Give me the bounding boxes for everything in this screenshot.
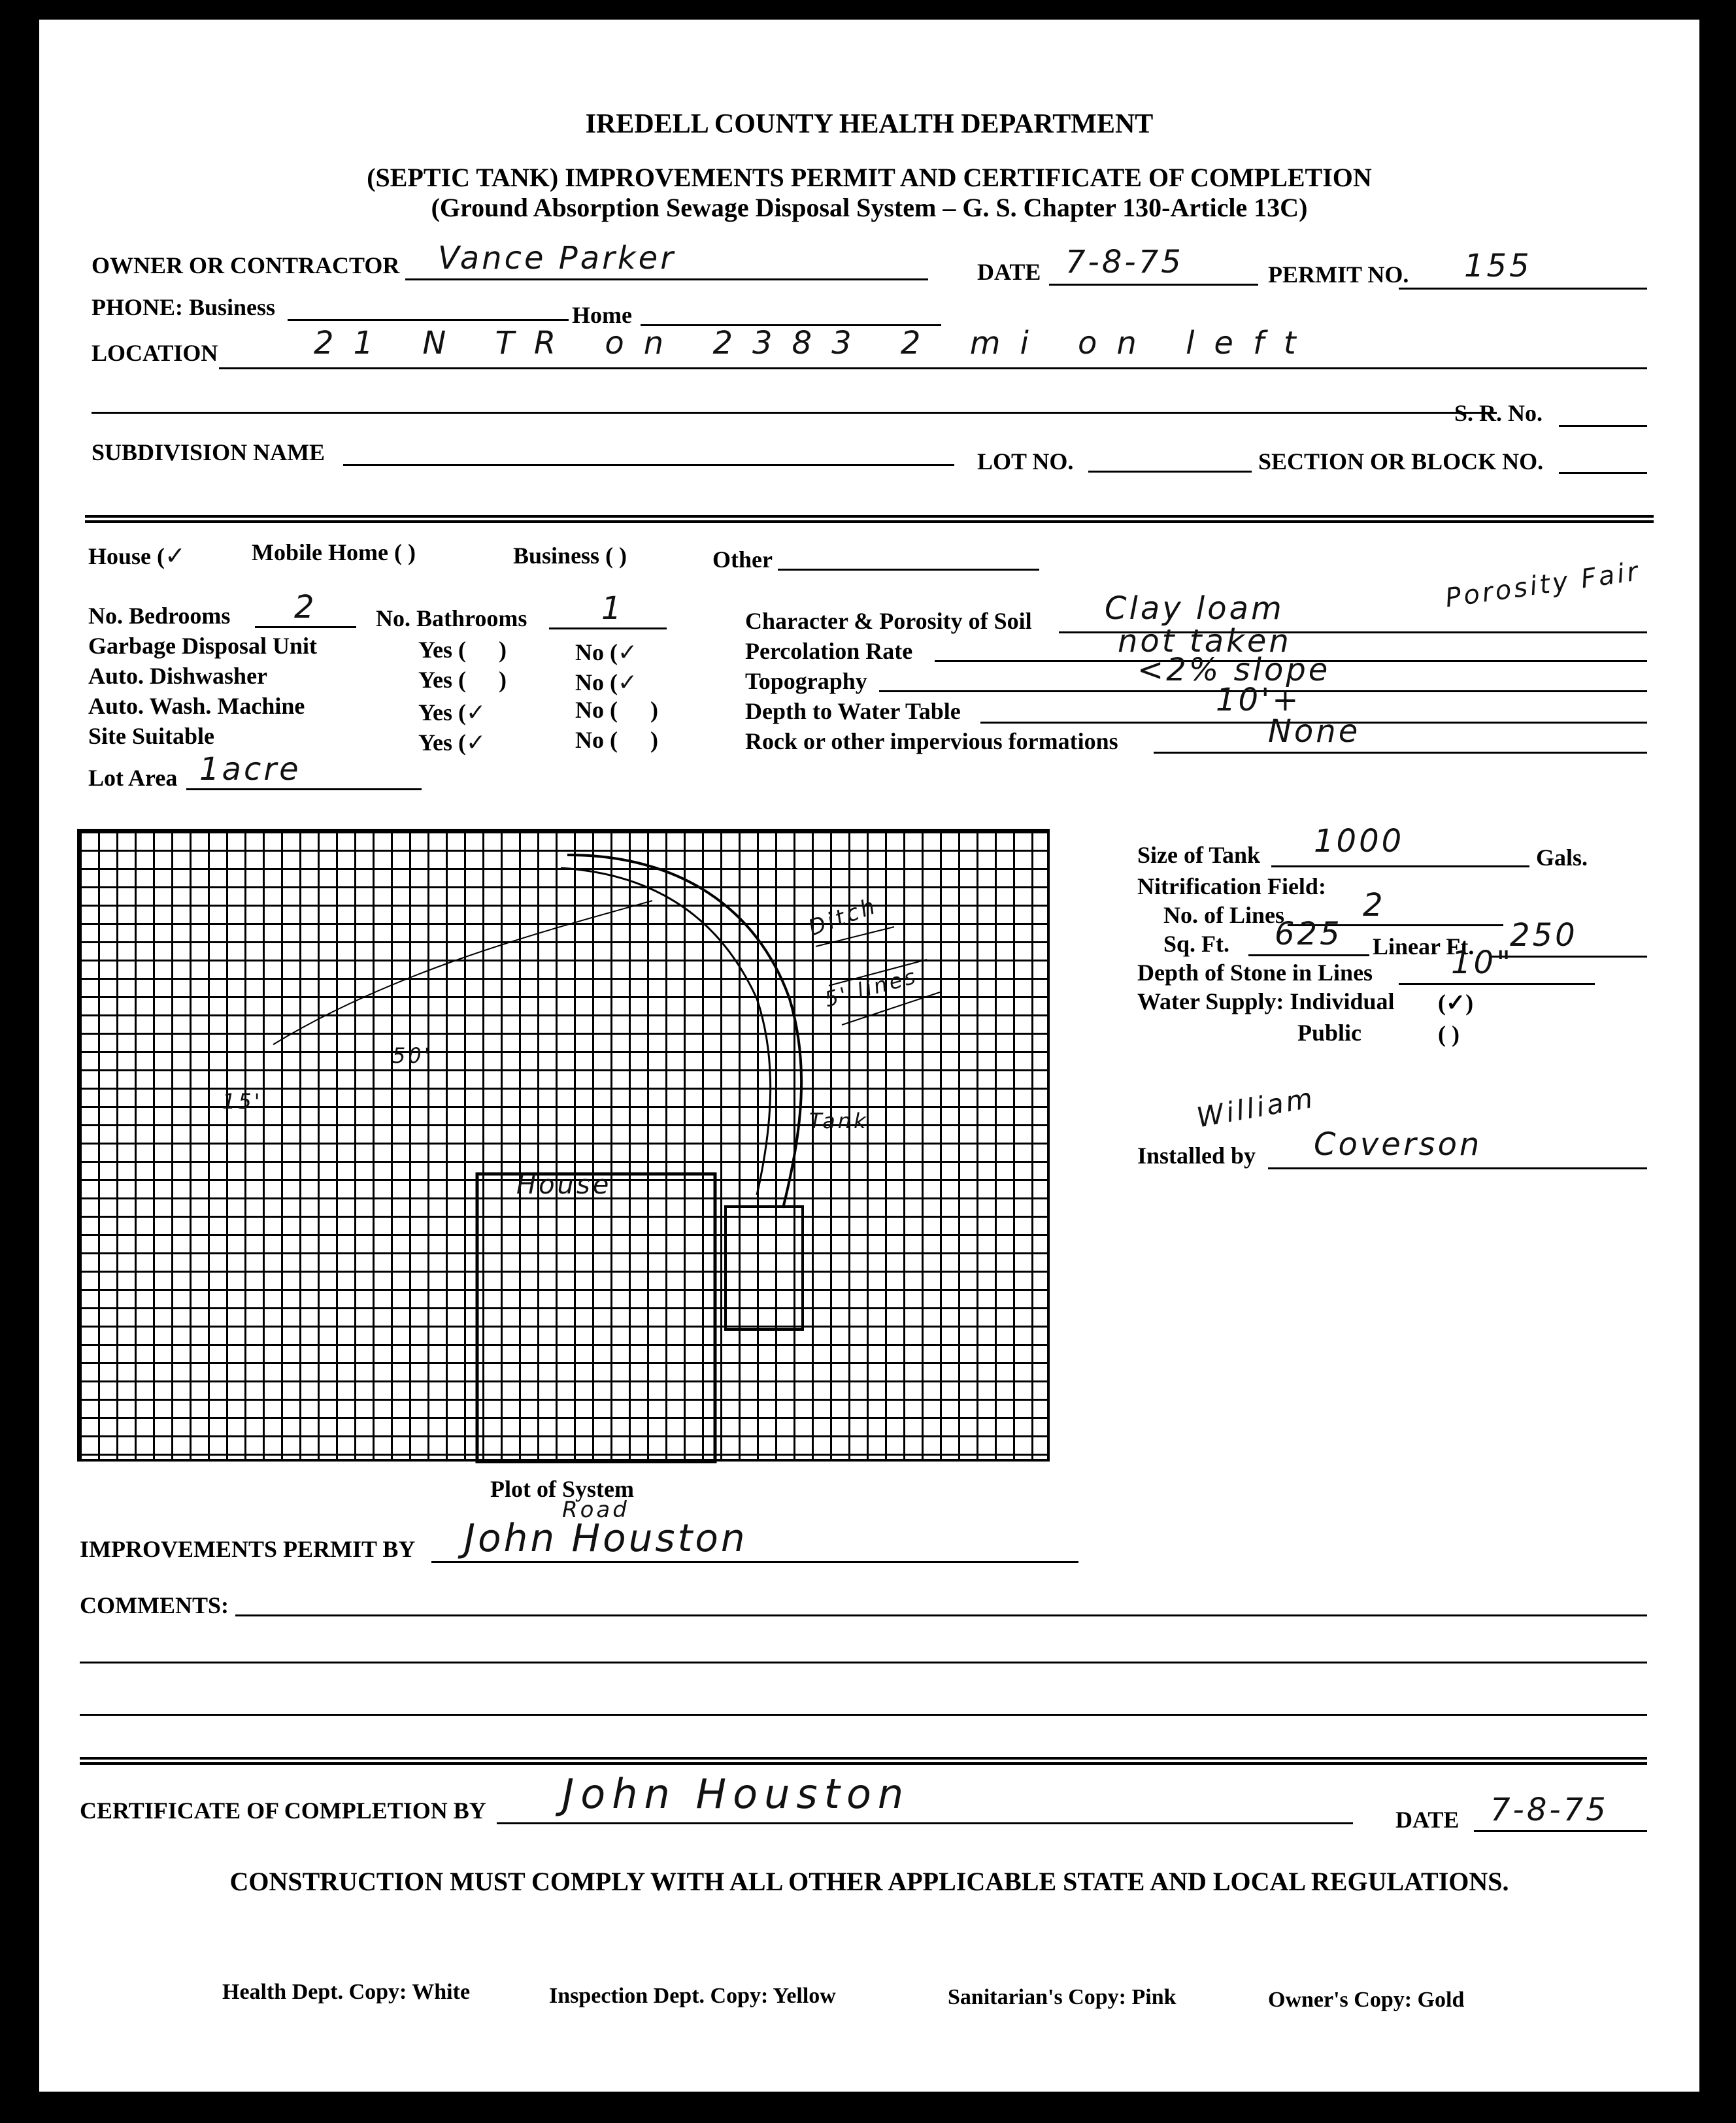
bedrooms-line [255, 626, 356, 628]
section-block-line [1559, 472, 1647, 474]
site-no: No ( ) [575, 727, 658, 753]
percolation-label: Percolation Rate [745, 638, 913, 664]
garbage-yes: Yes ( ) [418, 637, 507, 663]
water-public-label: Public [1297, 1020, 1362, 1046]
garbage-disposal-label: Garbage Disposal Unit [88, 633, 318, 659]
washer-label: Auto. Wash. Machine [88, 693, 305, 719]
lot-area-label: Lot Area [88, 765, 178, 791]
comments-line-2 [80, 1662, 1647, 1663]
dishwasher-label: Auto. Dishwasher [88, 663, 268, 689]
house-outline [477, 1174, 715, 1462]
site-suitable-label: Site Suitable [88, 723, 215, 749]
bedrooms-value: 2 [294, 589, 317, 626]
regulations-notice: CONSTRUCTION MUST COMPLY WITH ALL OTHER APPLICABLE STATE AND LOCAL REGULATIONS. [229, 1867, 1509, 1896]
soil-porosity-value: Porosity Fair [1443, 556, 1643, 614]
plot-ditch-label: Ditch [805, 892, 881, 942]
linear-ft-value: 250 [1510, 917, 1578, 954]
stone-depth-line [1399, 983, 1595, 985]
washer-yes: Yes (✓ [418, 699, 489, 726]
subdivision-label: SUBDIVISION NAME [92, 439, 326, 465]
ditch-line [273, 901, 652, 1045]
certificate-date-label: DATE [1395, 1807, 1460, 1833]
tank-size-line [1271, 865, 1529, 867]
phone-home-label: Home [572, 302, 632, 328]
sq-ft-line [1248, 954, 1369, 956]
comments-label: COMMENTS: [80, 1592, 229, 1618]
garbage-no: No (✓ [575, 639, 641, 666]
improvements-permit-signature: John Houston [464, 1516, 748, 1560]
no-of-lines-label: No. of Lines [1163, 902, 1285, 928]
sr-no-line [1559, 425, 1647, 427]
percolation-value: not taken [1118, 623, 1292, 660]
other-label: Other [712, 546, 773, 573]
copy-owner: Owner's Copy: Gold [1268, 1988, 1465, 2012]
washer-no: No ( ) [575, 697, 658, 723]
date-line [1049, 284, 1258, 286]
topography-label: Topography [745, 668, 867, 694]
bedrooms-label: No. Bedrooms [88, 603, 231, 629]
owner-value: Vance Parker [438, 240, 676, 276]
plot-lines-label: 5' lines [822, 963, 921, 1012]
house-option: House (✓ [88, 541, 188, 570]
house-check: ✓ [165, 541, 188, 570]
certificate-date-value: 7-8-75 [1490, 1792, 1609, 1828]
plot-road-label: Road [562, 1497, 629, 1523]
tank-outline [726, 1207, 803, 1329]
water-table-value: 10'+ [1216, 682, 1301, 718]
bathrooms-label: No. Bathrooms [376, 605, 527, 631]
section-block-label: SECTION OR BLOCK NO. [1258, 448, 1544, 475]
linear-ft-label: Linear Ft. [1373, 933, 1475, 960]
permit-document [39, 20, 1699, 2092]
location-line [219, 367, 1647, 369]
phone-business-label: PHONE: Business [92, 294, 276, 320]
bathrooms-value: 1 [601, 590, 624, 627]
tank-size-label: Size of Tank [1137, 842, 1261, 868]
location-label: LOCATION [92, 340, 218, 366]
sr-no-label: S. R. No. [1454, 400, 1543, 426]
rock-value: None [1268, 713, 1361, 750]
certificate-label: CERTIFICATE OF COMPLETION BY [80, 1797, 486, 1824]
date-value: 7-8-75 [1065, 244, 1184, 280]
dishwasher-no: No (✓ [575, 669, 641, 696]
soil-character-value: Clay loam [1105, 590, 1284, 627]
copy-health-dept: Health Dept. Copy: White [222, 1980, 471, 2004]
site-yes: Yes (✓ [418, 729, 489, 756]
installer-first-name: William [1194, 1081, 1318, 1134]
subdivision-line [343, 464, 954, 466]
nitrification-field-label: Nitrification Field: [1137, 873, 1326, 899]
mobile-home-option: Mobile Home ( ) [252, 539, 416, 565]
lot-area-value: 1acre [199, 751, 301, 788]
form-subtitle: (Ground Absorption Sewage Disposal System – G. S. Chapter 130-Article 13C) [431, 193, 1308, 222]
comments-line-3 [80, 1714, 1647, 1716]
bathrooms-line [549, 627, 667, 629]
lot-area-line [186, 788, 422, 790]
permit-no-value: 155 [1464, 248, 1532, 284]
lot-no-label: LOT NO. [977, 448, 1074, 475]
dishwasher-yes: Yes ( ) [418, 667, 507, 693]
stone-depth-label: Depth of Stone in Lines [1137, 960, 1373, 986]
business-option: Business ( ) [513, 543, 627, 569]
installed-by-line [1268, 1167, 1647, 1169]
water-supply-label: Water Supply: Individual [1137, 988, 1395, 1014]
certificate-date-line [1474, 1830, 1647, 1832]
sq-ft-label: Sq. Ft. [1163, 931, 1230, 957]
copy-inspection-dept: Inspection Dept. Copy: Yellow [549, 1984, 836, 2008]
water-public-mark: ( ) [1438, 1021, 1460, 1047]
location-value: 21 N TR on 2383 2 mi on left [314, 325, 1316, 361]
plot-tank-label: Tank [809, 1109, 869, 1133]
plot-house-label: House [516, 1170, 612, 1200]
department-heading: IREDELL COUNTY HEALTH DEPARTMENT [585, 109, 1154, 139]
comments-line-1 [235, 1614, 1647, 1616]
water-table-label: Depth to Water Table [745, 698, 961, 724]
tank-size-value: 1000 [1314, 823, 1405, 860]
sq-ft-value: 625 [1275, 916, 1343, 952]
plot-caption: Plot of System [490, 1476, 634, 1502]
plot-sketch [77, 829, 1044, 1482]
location-line-2 [92, 412, 1497, 414]
plot-dim-a: 50' [392, 1043, 433, 1068]
date-label: DATE [977, 259, 1041, 285]
installer-last-name: Coverson [1314, 1126, 1482, 1163]
form-title: (SEPTIC TANK) IMPROVEMENTS PERMIT AND CERTIFICATE OF COMPLETION [367, 163, 1372, 192]
permit-no-label: PERMIT NO. [1268, 261, 1409, 288]
certificate-signature: John Houston [562, 1770, 910, 1818]
owner-line [405, 278, 928, 280]
section-divider [85, 515, 1654, 523]
phone-business-line [288, 319, 569, 321]
improvements-permit-line [431, 1561, 1078, 1563]
improvements-permit-label: IMPROVEMENTS PERMIT BY [80, 1536, 416, 1562]
lot-no-line [1088, 471, 1252, 473]
water-individual-mark: (✓) [1438, 990, 1474, 1016]
installed-by-label: Installed by [1137, 1143, 1256, 1169]
certificate-divider [80, 1757, 1647, 1765]
certificate-line [497, 1822, 1353, 1824]
owner-label: OWNER OR CONTRACTOR [92, 252, 400, 278]
tank-gals-label: Gals. [1536, 844, 1588, 871]
topography-value: <2% slope [1137, 652, 1331, 688]
no-of-lines-value: 2 [1363, 887, 1386, 924]
plot-dim-b: 15' [222, 1089, 263, 1114]
linear-ft-line [1490, 956, 1647, 958]
rock-label: Rock or other impervious formations [745, 728, 1118, 754]
other-line [778, 569, 1039, 571]
soil-character-label: Character & Porosity of Soil [745, 608, 1032, 634]
rock-line [1154, 752, 1647, 754]
permit-no-line [1399, 288, 1647, 290]
stone-depth-value: 10" [1451, 944, 1514, 981]
copy-sanitarian: Sanitarian's Copy: Pink [948, 1985, 1177, 2009]
